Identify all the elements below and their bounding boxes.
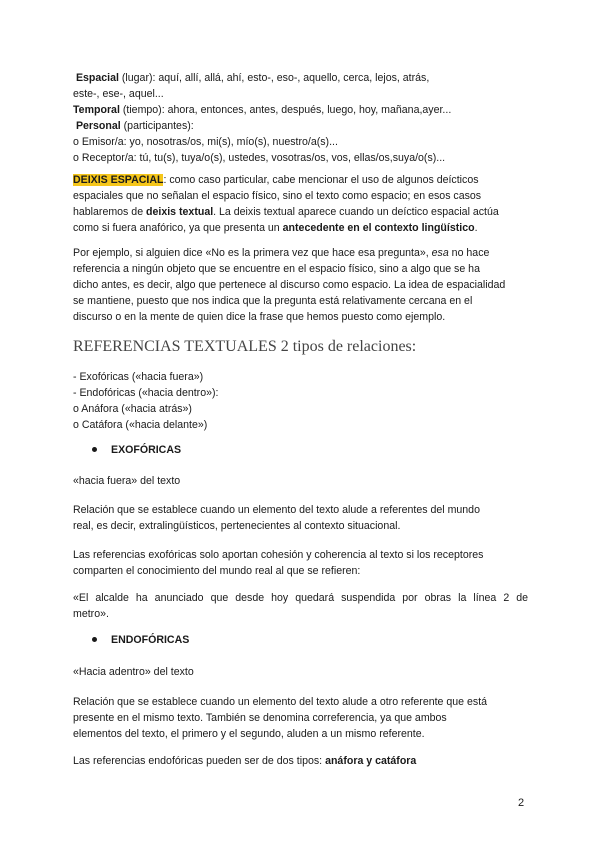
receptor-text: o Receptor/a: tú, tu(s), tuya/o(s), ustedes, vosotras/os, vos, ellas/os,suya/o(s)... bbox=[73, 152, 446, 164]
deixis-list bbox=[73, 70, 533, 166]
antecedente-term: antecedente en el contexto lingüístico bbox=[282, 222, 475, 234]
personal-label: Personal bbox=[75, 120, 121, 132]
endoforicas-p1: Relación que se establece cuando un elemento del texto alude a otro referente que está presente en el mismo texto. También se denomina correferencia, ya que ambos elementos del texto, el primero y el segundo, aluden a un mismo referente. bbox=[73, 696, 488, 740]
espacial-text-2: este-, ese-, aquel... bbox=[73, 88, 164, 100]
endoforicas-heading: ENDOFÓRICAS bbox=[92, 634, 189, 646]
exoforicas-p1: Relación que se establece cuando un elemento del texto alude a referentes del mundo real, es decir, extralingüísticos, pertenecientes al contexto situacional. bbox=[73, 504, 480, 532]
endoforicas-sub: «Hacia adentro» del texto bbox=[73, 666, 194, 678]
list-item: - Endofóricas («hacia dentro»): bbox=[73, 387, 219, 399]
espacial-label: Espacial bbox=[75, 72, 119, 84]
bullet-icon bbox=[92, 447, 97, 452]
section-heading: REFERENCIAS TEXTUALES 2 tipos de relaciones: bbox=[73, 338, 417, 355]
tipos-list bbox=[73, 369, 533, 433]
personal-text: (participantes): bbox=[120, 120, 194, 132]
list-item: - Exofóricas («hacia fuera») bbox=[73, 371, 204, 383]
temporal-text: (tiempo): ahora, entonces, antes, después, luego, hoy, mañana,ayer... bbox=[119, 104, 452, 116]
anafora-catafora-term: anáfora y catáfora bbox=[325, 755, 417, 767]
list-item: o Anáfora («hacia atrás») bbox=[73, 403, 192, 415]
exoforicas-sub: «hacia fuera» del texto bbox=[73, 475, 181, 487]
exoforicas-example: «El alcalde ha anunciado que desde hoy quedará suspendida por obras la línea 2 de metro». bbox=[73, 592, 528, 620]
list-item: o Catáfora («hacia delante») bbox=[73, 419, 208, 431]
endoforicas-p2: Las referencias endofóricas pueden ser de dos tipos: anáfora y catáfora bbox=[73, 755, 417, 767]
temporal-label: Temporal bbox=[73, 104, 120, 116]
emisor-text: o Emisor/a: yo, nosotras/os, mi(s), mío(s), nuestro/a(s)... bbox=[73, 136, 338, 148]
exoforicas-p2: Las referencias exofóricas solo aportan cohesión y coherencia al texto si los receptores comparten el conocimiento del mundo real al que se refieren: bbox=[73, 549, 484, 577]
deixis-espacial-paragraph: DEIXIS ESPACIAL: como caso particular, cabe mencionar el uso de algunos deícticos espaciales que no señalan el espacio físico, sino el texto como espacio; en esos casos hablaremos de deixis textual. La deixis textual aparece cuando un deíctico espacial actúa como si fuera anafórico, ya que presenta un antecedente en el contexto lingüístico. bbox=[73, 174, 499, 234]
bullet-icon bbox=[92, 637, 97, 642]
page-number: 2 bbox=[518, 797, 525, 809]
exoforicas-heading: EXOFÓRICAS bbox=[92, 444, 181, 456]
ejemplo-paragraph: Por ejemplo, si alguien dice «No es la primera vez que hace esa pregunta», esa no hace referencia a ningún objeto que se encuentre en el espacio físico, sino a algo que se ha dicho antes, es decir, algo que pertenece al discurso como espacio. La idea de espacialidad se mantiene, puesto que nos indica que la pregunta está relativamente cercana en el discurso o en la mente de quien dice la frase que hemos puesto como ejemplo. bbox=[73, 247, 506, 323]
deixis-espacial-highlight: DEIXIS ESPACIAL bbox=[73, 174, 164, 186]
deixis-textual-term: deixis textual bbox=[146, 206, 214, 218]
espacial-text: (lugar): aquí, allí, allá, ahí, esto-, eso-, aquello, cerca, lejos, atrás, bbox=[118, 72, 430, 84]
